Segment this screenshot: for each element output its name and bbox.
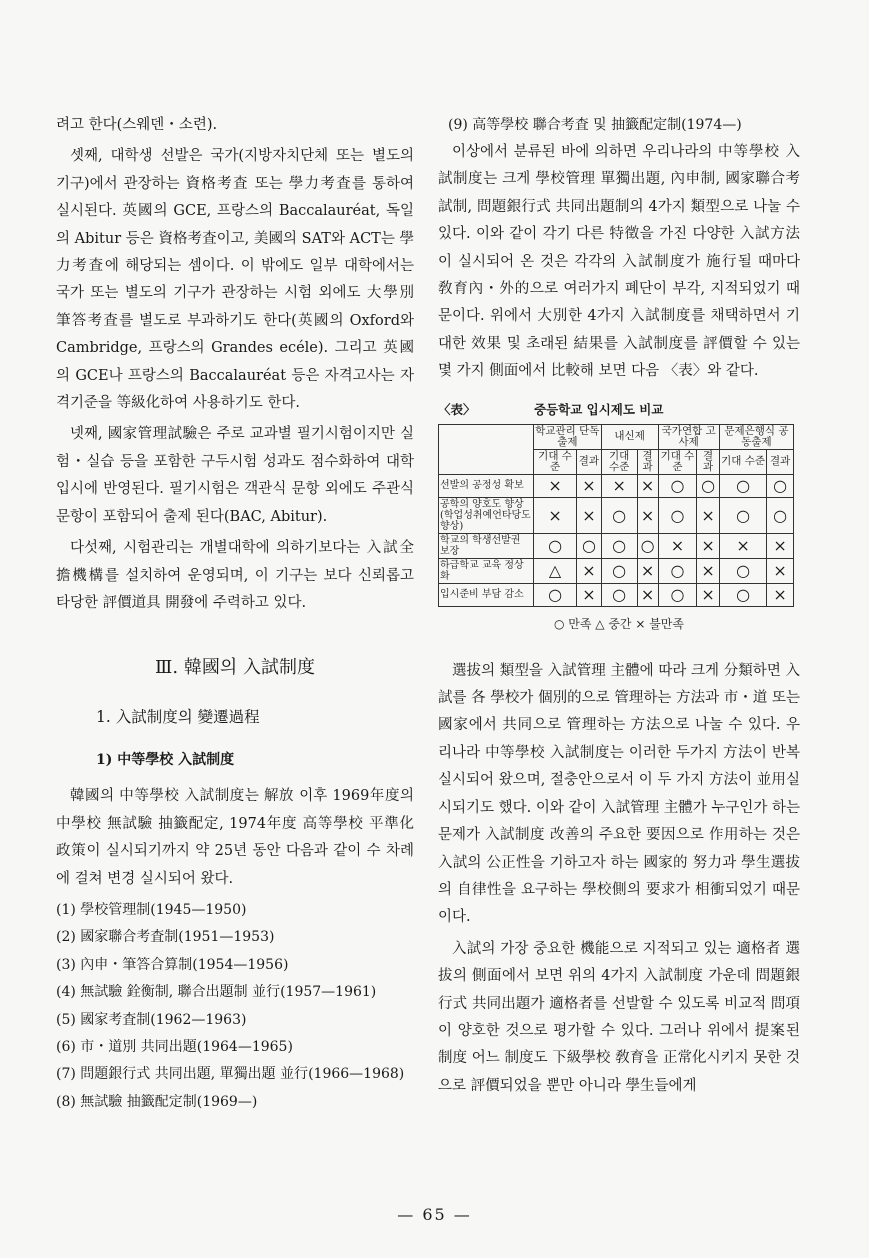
row-label: 학교의 학생선발권 보장	[439, 533, 534, 558]
table-cell: ×	[601, 474, 637, 497]
paragraph: 려고 한다(스웨덴・소련).	[56, 117, 218, 133]
list-item: (7) 問題銀行式 共同出題, 單獨出題 並行(1966—1968)	[56, 1066, 405, 1083]
table-row	[439, 533, 794, 558]
table-cell: ×	[577, 474, 602, 497]
table-cell: ○	[658, 583, 697, 606]
table-label: 〈表〉	[438, 401, 476, 417]
right-column	[438, 112, 800, 1104]
table-cell: ×	[767, 533, 794, 558]
list-item: (2) 國家聯合考査制(1951—1953)	[56, 929, 275, 946]
table-cell: △	[534, 558, 577, 583]
history-list	[56, 897, 414, 1116]
table-cell: ○	[534, 533, 577, 558]
table-cell: ○	[719, 558, 766, 583]
page-number: — 65 —	[397, 1205, 472, 1224]
table-cell: ○	[601, 533, 637, 558]
list-item: (5) 國家考査制(1962—1963)	[56, 1011, 247, 1028]
table-cell: ×	[697, 583, 719, 606]
list-item: (9) 高等學校 聯合考査 및 抽籤配定制(1974—)	[448, 117, 742, 133]
table-subheader: 결과	[767, 449, 794, 474]
subsubsection-title: 1) 中等學校 入試制度	[96, 752, 235, 769]
table-subheader: 결과	[637, 449, 658, 474]
paragraph: 選拔의 類型을 入試管理 主體에 따라 크게 分類하면 入試를 各 學校가 個別的으로 管理하는 方法과 市・道 또는 國家에서 共同으로 管理하는 方法으로 나눌 수 있다. 우리나라 中等學校 入試制度는 이러한 두가지 方法이 반복실시되어 왔으며, 절충안으로서 이 두 가지 方法이 並用실시되기도 했다. 이와 같이 入試管理 主體가 누구인가 하는 문제가 入試制度 改善의 주요한 要因으로 作用하는 것은 入試의 公正性을 기하고자 하는 國家的 努力과 學生選拔의 自律性을 요구하는 學校側의 要求가 相衝되었기 때문이다.	[438, 662, 800, 926]
table-cell: ×	[697, 497, 719, 533]
row-label: 선발의 공정성 확보	[439, 474, 534, 497]
paragraph: 셋째, 대학생 선발은 국가(지방자치단체 또는 별도의 기구)에서 관장하는 資格考査 또는 學力考査를 통하여 실시된다. 英國의 GCE, 프랑스의 Baccalauréat, 독일의 Abitur 등은 資格考査이고, 美國의 SAT와 ACT는 學力考査에 해당되는 셈이다. 이 밖에도 일부 대학에서는 국가 또는 별도의 기구가 관장하는 시험 외에도 大學別 筆答考査를 별도로 부과하기도 한다(英國의 Oxford와 Cambridge, 프랑스의 Grandes ecéle). 그리고 英國의 GCE나 프랑스의 Baccalauréat 등은 자격고사는 자격기준을 等級化하여 사용하기도 한다.	[56, 148, 414, 412]
paragraph: 다섯째, 시험관리는 개별대학에 의하기보다는 入試全擔機構를 설치하여 운영되며, 이 기구는 보다 신뢰롭고 타당한 評價道具 開發에 주력하고 있다.	[56, 540, 414, 611]
table-cell: ×	[577, 558, 602, 583]
table-cell: ×	[697, 533, 719, 558]
paragraph: 入試의 가장 중요한 機能으로 지적되고 있는 適格者 選拔의 側面에서 보면 위의 4가지 入試制度 가운데 問題銀行式 共同出題가 適格者를 선발할 수 있도록 비교적 問項이 양호한 것으로 평가할 수 있다. 그러나 위에서 提案된 制度 어느 制度도 下級學校 敎育을 正常化시키지 못한 것으로 評價되었을 뿐만 아니라 學生들에게	[438, 940, 800, 1094]
list-item: (6) 市・道別 共同出題(1964—1965)	[56, 1038, 293, 1055]
table-cell: ○	[697, 474, 719, 497]
table-row	[439, 558, 794, 583]
table-row	[439, 583, 794, 606]
row-label: 하급학교 교육 정상화	[439, 558, 534, 583]
table-cell: ○	[601, 497, 637, 533]
list-item: (3) 內申・筆答合算制(1954—1956)	[56, 956, 289, 973]
list-item: (8) 無試驗 抽籤配定制(1969—)	[56, 1093, 258, 1110]
table-corner	[439, 424, 534, 474]
table-cell: ×	[767, 558, 794, 583]
table-cell: ×	[577, 497, 602, 533]
table-cell: ×	[658, 533, 697, 558]
table-cell: ×	[637, 583, 658, 606]
paragraph: 이상에서 분류된 바에 의하면 우리나라의 中等學校 入試制度는 크게 學校管理 單獨出題, 內申制, 國家聯合考試制, 問題銀行式 共同出題制의 4가지 類型으로 나눌 수 있다. 이와 같이 각기 다른 特徵을 가진 다양한 入試方法이 실시되어 온 것은 각각의 入試制度가 施行될 때마다 敎育內・外的으로 여러가지 폐단이 부각, 지적되었기 때문이다. 위에서 大別한 4가지 入試制度를 채택하면서 기대한 效果 및 초래된 結果를 入試制度를 評價할 수 있는 몇 가지 側面에서 比較해 보면 다음 〈表〉와 같다.	[438, 144, 800, 380]
left-column	[56, 112, 414, 1116]
table-group-header: 내신제	[601, 424, 658, 449]
table-legend: ○ 만족 △ 중간 × 불만족	[554, 616, 684, 631]
table-cell: ×	[637, 558, 658, 583]
table-subheader: 기대 수준	[601, 449, 637, 474]
table-cell: ×	[697, 558, 719, 583]
table-caption	[438, 400, 800, 418]
list-item: (4) 無試驗 銓衡制, 聯合出題制 並行(1957—1961)	[56, 984, 377, 1001]
table-cell: ○	[637, 533, 658, 558]
table-cell: ○	[719, 497, 766, 533]
table-subheader: 기대 수준	[658, 449, 697, 474]
table-cell: ○	[719, 583, 766, 606]
table-group-header: 학교관리 단독출제	[535, 424, 600, 448]
table-cell: ○	[658, 474, 697, 497]
table-cell: ×	[534, 474, 577, 497]
table-cell: ○	[767, 474, 794, 497]
table-cell: ○	[719, 474, 766, 497]
table-group-header: 국가연합 고사제	[658, 424, 719, 449]
table-subheader: 기대 수준	[534, 449, 577, 474]
row-label: 입시준비 부담 감소	[439, 583, 534, 606]
table-group-header: 문제은행식 공동출제	[719, 424, 793, 449]
intro-paragraph: 韓國의 中等學校 入試制度는 解放 이후 1969年度의 中學校 無試驗 抽籤配定, 1974年度 高等學校 平準化 政策이 실시되기까지 약 25년 동안 다음과 같이 수 차례에 걸쳐 변경 실시되어 왔다.	[56, 788, 414, 887]
subsection-title: 1. 入試制度의 變遷過程	[96, 708, 260, 727]
table-cell: ○	[534, 583, 577, 606]
table-subheader: 결과	[697, 449, 719, 474]
table-cell: ×	[577, 583, 602, 606]
table-cell: ○	[658, 497, 697, 533]
table-row	[439, 474, 794, 497]
table-cell: ×	[534, 497, 577, 533]
row-label: 공학의 양호도 향상(학업성취예언타당도향상)	[439, 497, 534, 533]
table-cell: ○	[577, 533, 602, 558]
table-cell: ×	[719, 533, 766, 558]
table-cell: ×	[637, 474, 658, 497]
table-cell: ○	[767, 497, 794, 533]
table-subheader: 기대 수준	[719, 449, 766, 474]
table-cell: ×	[767, 583, 794, 606]
table-title: 중등학교 입시제도 비교	[534, 401, 664, 417]
paragraph: 넷째, 國家管理試驗은 주로 교과별 필기시험이지만 실험・실습 등을 포함한 구두시험 성과도 점수화하여 대학입시에 반영된다. 필기시험은 객관식 문항 외에도 주관식 문항이 포함되어 출제 된다(BAC, Abitur).	[56, 426, 414, 525]
table-cell: ○	[601, 583, 637, 606]
section-title: Ⅲ. 韓國의 入試制度	[155, 657, 315, 679]
table-cell: ○	[601, 558, 637, 583]
table-subheader: 결과	[577, 449, 602, 474]
table-cell: ○	[658, 558, 697, 583]
table-row	[439, 497, 794, 533]
comparison-table	[438, 424, 794, 607]
table-cell: ×	[637, 497, 658, 533]
list-item: (1) 學校管理制(1945—1950)	[56, 901, 247, 918]
